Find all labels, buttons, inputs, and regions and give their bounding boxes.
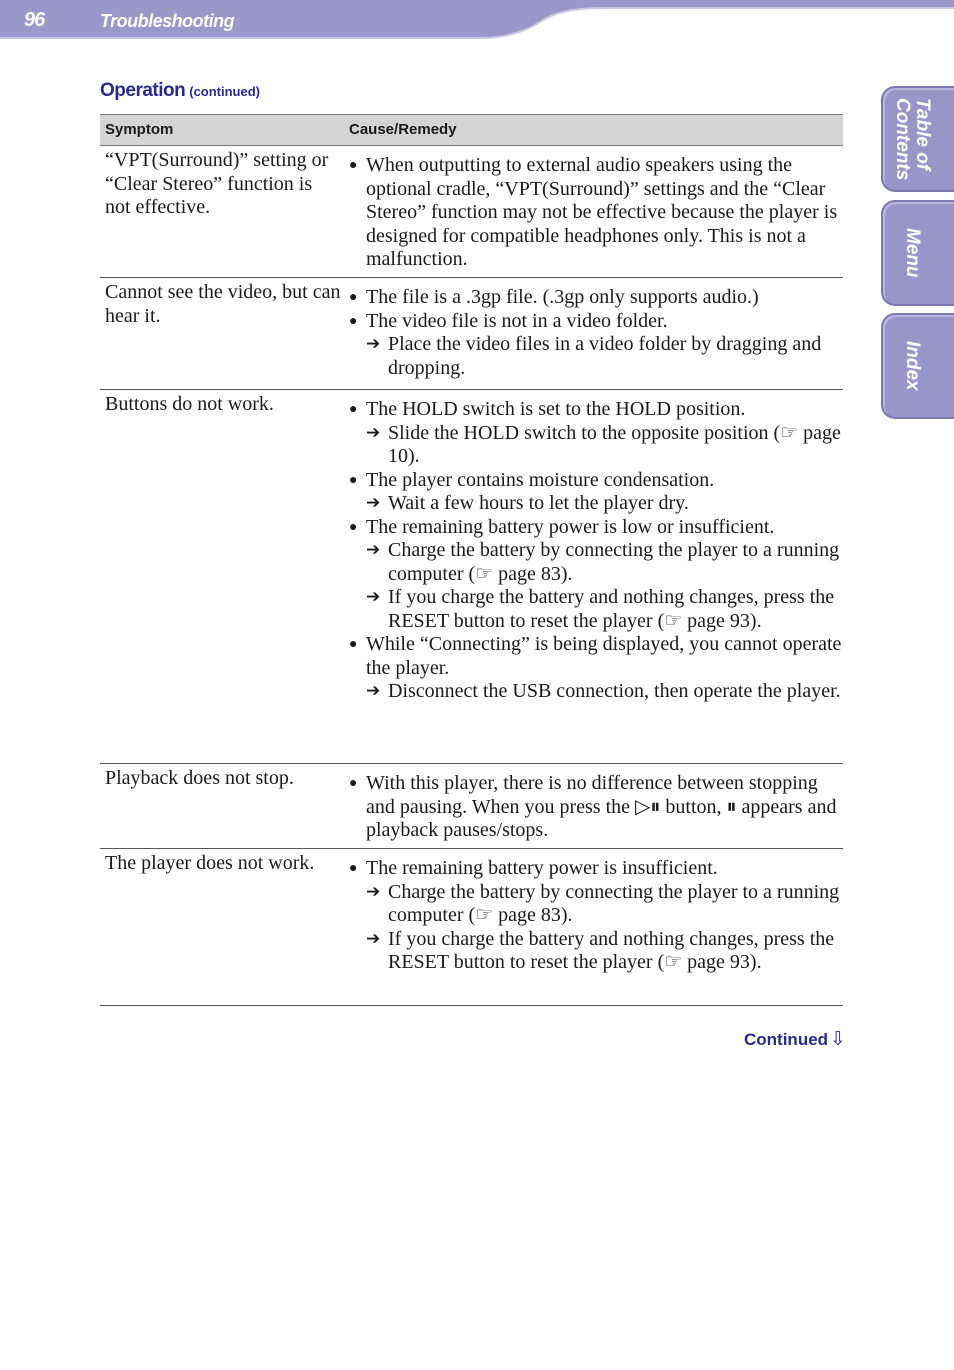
tab-label: Menu (902, 228, 923, 278)
item-text: If you charge the battery and nothing changes, press the RESET button to reset the player (☞ page 93). (388, 586, 835, 632)
symptom-cell: The player does not work. (105, 852, 315, 874)
table-row (100, 764, 843, 849)
item-text: Charge the battery by connecting the player to a running computer (☞ page 83). (388, 880, 840, 926)
arrow-right-icon: ➔ (366, 928, 381, 949)
tab-index[interactable] (881, 313, 954, 419)
table-row (100, 278, 843, 390)
tab-label: Table of Contents (892, 97, 933, 181)
item-text: The remaining battery power is insufficient. (366, 857, 718, 879)
remedy-item (349, 928, 843, 975)
remedy-item (349, 333, 843, 380)
symptom-cell: “VPT(Surround)” setting or “Clear Stereo” function is not effective. (105, 149, 329, 218)
page-number: 96 (24, 9, 45, 31)
remedy-item (349, 422, 843, 469)
cause-remedy-cell (349, 857, 843, 975)
arrow-right-icon: ➔ (366, 334, 381, 354)
table-row (100, 146, 843, 278)
cause-item (349, 857, 843, 881)
bullet-icon: ● (349, 313, 358, 329)
item-text: Charge the battery by connecting the player to a running computer (☞ page 83). (388, 539, 840, 585)
bullet-icon: ● (349, 472, 358, 488)
remedy-item (349, 539, 843, 586)
table-row (100, 849, 843, 1006)
cause-item (349, 633, 843, 680)
arrow-right-icon: ➔ (366, 681, 381, 701)
bullet-icon: ● (349, 402, 358, 417)
cause-remedy-cell (349, 154, 843, 272)
item-text: Place the video files in a video folder by dragging and dropping. (388, 333, 822, 379)
symptom-cell: Cannot see the video, but can hear it. (105, 281, 341, 327)
item-text: The HOLD switch is set to the HOLD position. (366, 398, 746, 420)
table-row (100, 390, 843, 764)
cause-remedy-cell (349, 398, 843, 704)
section-name: Troubleshooting (100, 11, 235, 31)
section-heading (100, 80, 260, 102)
troubleshooting-table (100, 114, 843, 1006)
cause-item (349, 286, 843, 310)
symptom-cell: Playback does not stop. (105, 767, 294, 789)
cause-remedy-cell (349, 772, 843, 843)
heading-suffix: (continued) (189, 84, 260, 99)
arrow-right-icon: ➔ (366, 422, 381, 443)
bullet-icon: ● (349, 519, 358, 535)
item-text: When outputting to external audio speakers using the optional cradle, “VPT(Surround)” settings and the “Clear Stereo” function may not be effective because the player is designed for compatible headphones only. This is not a malfunction. (366, 154, 838, 270)
remedy-item (349, 881, 843, 928)
arrow-right-icon: ➔ (366, 587, 381, 607)
down-arrow-icon: ⇩ (830, 1028, 846, 1050)
cause-item (349, 398, 843, 422)
cause-item (349, 310, 843, 334)
tab-table-of-contents[interactable] (881, 86, 954, 192)
item-text: The file is a .3gp file. (.3gp only supports audio.) (366, 286, 759, 308)
remedy-item (349, 586, 843, 633)
continued-link[interactable] (744, 1028, 846, 1050)
item-text: If you charge the battery and nothing changes, press the RESET button to reset the player (☞ page 93). (388, 927, 835, 973)
column-header-cause-remedy: Cause/Remedy (349, 121, 457, 138)
item-text: While “Connecting” is being displayed, you cannot operate the player. (366, 633, 842, 679)
arrow-right-icon: ➔ (366, 881, 381, 902)
cause-item (349, 516, 843, 540)
cause-item (349, 772, 843, 843)
column-header-symptom: Symptom (105, 121, 174, 138)
table-header (100, 114, 843, 146)
item-text: Slide the HOLD switch to the opposite position (☞ page 10). (388, 421, 841, 467)
arrow-right-icon: ➔ (366, 493, 381, 513)
item-text: Wait a few hours to let the player dry. (388, 492, 689, 514)
heading-title: Operation (100, 80, 186, 101)
item-text: The remaining battery power is low or insufficient. (366, 515, 775, 538)
item-text: The player contains moisture condensation. (366, 468, 715, 491)
arrow-right-icon: ➔ (366, 540, 381, 560)
bullet-icon: ● (349, 158, 358, 173)
cause-item (349, 154, 843, 272)
tab-label: Index (902, 341, 923, 391)
symptom-cell: Buttons do not work. (105, 393, 274, 415)
remedy-item (349, 492, 843, 516)
item-text: Disconnect the USB connection, then operate the player. (388, 680, 841, 702)
cause-remedy-cell (349, 286, 843, 380)
continued-label: Continued (744, 1030, 829, 1049)
tab-menu[interactable] (881, 200, 954, 306)
item-text: The video file is not in a video folder. (366, 309, 668, 332)
bullet-icon: ● (349, 637, 358, 652)
table-body (100, 146, 843, 1006)
bullet-icon: ● (349, 776, 358, 791)
item-text: With this player, there is no difference between stopping and pausing. When you press the ▷⏸ button, ⏸ appears and playback pauses/stops. (366, 772, 837, 841)
bullet-icon: ● (349, 290, 358, 305)
bullet-icon: ● (349, 861, 358, 876)
cause-item (349, 469, 843, 493)
remedy-item (349, 680, 843, 704)
